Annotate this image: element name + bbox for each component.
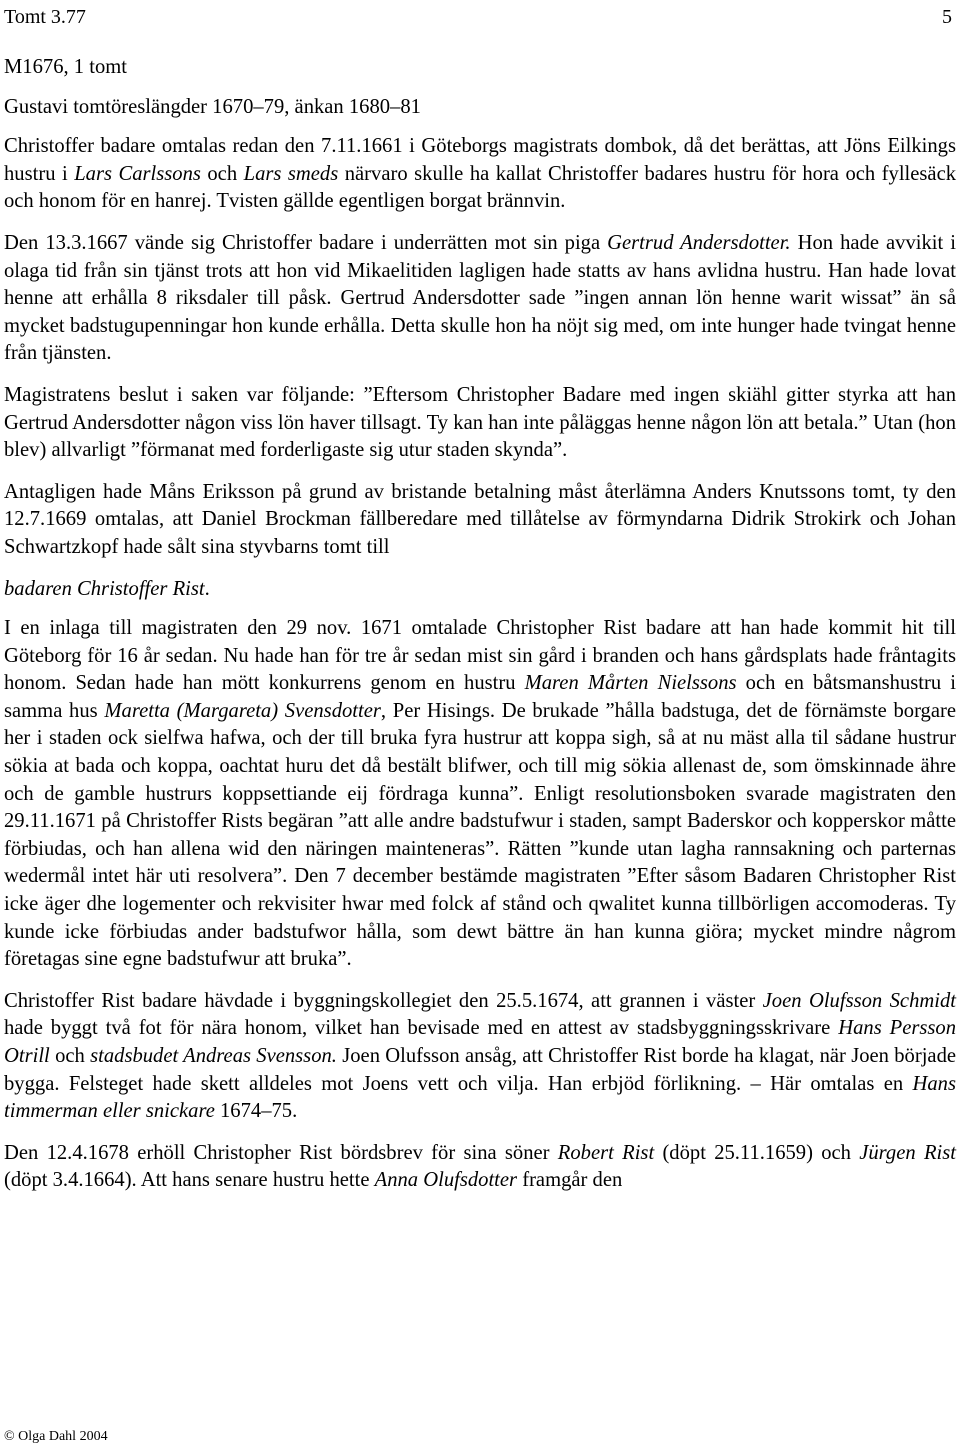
text-run: Christoffer badare omtalas redan den 7.11.1661 i Göteborgs magistrats dombok, då det berättas, att Jöns Eilkings hustru i (4, 135, 956, 185)
text-run: Den 12.4.1678 erhöll Christopher Rist bördsbrev för sina söner (4, 1141, 558, 1164)
italic-name-text: Maretta (Margareta) Svensdotter (104, 699, 381, 722)
italic-name-text: badaren Christoffer Rist (4, 577, 205, 600)
italic-name-text: Maren Mårten Nielssons (524, 672, 737, 695)
text-run: och (200, 162, 244, 185)
paragraph-inlaga-1671 (4, 615, 956, 974)
paragraph-tomt-1669 (4, 479, 956, 562)
text-run: Gustavi tomtöreslängder 1670–79, änkan 1680–81 (4, 95, 421, 118)
text-run: Magistratens beslut i saken var följande: ”Eftersom Christopher Badare med ingen skiähl gitter styrka att han Gertrud Andersdotter någon viss lön haver tillsagt. Ty kan han inte påläggas henne någon lön att betala.” Utan (hon blev) allvarligt ”förmanat med forderligaste sig utur staden skynda”. (4, 383, 956, 462)
paragraph-underratten-1667 (4, 230, 956, 368)
page-title: Tomt 3.77 (4, 6, 86, 28)
text-run: Den 13.3.1667 vände sig Christoffer badare i underrätten mot sin piga (4, 231, 608, 254)
italic-name-text: Lars smeds (243, 162, 339, 185)
text-run: , Per Hisings. De brukade ”hålla badstuga, det de förnämste borgare her i staden ock sielfwa hafwa, och der till bruka fyra hustrur att koppa sigh, så at nu mäst alla til sådane hustrur sökia at bada och koppa, oachtat huru det då bestält blifwer, och till mig sökia allenast de, som ömskinnade ähre och de gamble hustrurs koppsettiande eij fördraga kunna”. Enligt resolutionsboken svarade magistraten den 29.11.1671 på Christoffer Rists begäran ”att alle andre badstufwur i staden, sampt Baderskor och kopperskor måtte förbiudas, och han allena wid den näringen mainteneras”. Rätten ”kunde utan lagha rannsakning och parternas wedermål intet här uti resolvera”. Den 7 december bestämde magistraten ”Efter såsom Badaren Christopher Rist icke äger dhe logementer och rekvisiter hwar med folck af stånd och qwalitet kunna tillbörligen accomoderas. Ty kunde icke förbiudas ander badstufwor hålla, som dewt bättre än han kunna giöra; mycket mindre någrom företagas sine egne badstufwur att bruka”. (4, 699, 956, 971)
italic-name-text: stadsbudet Andreas Svensson. (90, 1045, 337, 1067)
paragraph-property-id (4, 54, 956, 82)
text-run: M1676, 1 tomt (4, 56, 127, 78)
document-body (4, 54, 956, 1209)
paragraph-dombok-1661 (4, 133, 956, 216)
italic-name-text: Lars Carlssons (74, 162, 201, 185)
page-number: 5 (942, 6, 952, 28)
text-run: I en inlaga till magistraten den 29 nov. 1671 omtalade Christopher Rist badare att han hade kommit hit till Göteborg för 16 år sedan. Nu hade han för tre år sedan mist sin gård i branden och hans gårdsplats hade fråntagits honom. Sedan hade han mött konkurrens genom en hustru (4, 617, 956, 695)
paragraph-byggningskollegiet-1674 (4, 988, 956, 1126)
italic-name-text: Gertrud Andersdotter. (607, 231, 791, 254)
text-run: (döpt 25.11.1659) och (654, 1141, 860, 1164)
italic-name-text: Joen Olufsson Schmidt (762, 989, 956, 1012)
text-run: 1674–75. (214, 1100, 298, 1123)
italic-name-text: Jürgen Rist (859, 1141, 956, 1164)
paragraph-magistrate-decision (4, 382, 956, 465)
page-footer (4, 1428, 108, 1446)
text-run: Joen Olufsson ansåg, att Christoffer Rist borde ha klagat, när Joen började bygga. Felsteget hade skett alldeles mot Joens vett och vilja. Han erbjöd förlikning. – Här omtalas en (4, 1045, 957, 1095)
text-run: Hon hade avvikit i olaga tid från sin tjänst trots att hon vid Mikaelitiden lagligen hade statts av hans avlidna hustru. Han hade lovat henne att erhålla 8 riksdaler till påsk. Gertrud Andersdotter sade ”ingen annan lön henne warit wissat” än så mycket badstugupenningar hon kunde erhålla. Detta skulle hon ha nöjt sig med, om inte hunger hade tvingat henne från tjänsten. (4, 231, 956, 365)
text-run: (döpt 3.4.1664). Att hans senare hustru hette (4, 1169, 375, 1192)
text-run: hade byggt två fot för nära honom, vilket han bevisade med en attest av stadsbyggningsskrivare (4, 1017, 839, 1040)
text-run: framgår den (517, 1169, 623, 1192)
italic-name-text: Hans timmerman eller snickare (4, 1072, 956, 1123)
paragraph-tax-records (4, 94, 956, 122)
text-run: och en båtsmanshustru i samma hus (4, 672, 956, 722)
italic-name-text: Hans Persson Otrill (4, 1017, 956, 1067)
text-run: Antagligen hade Måns Eriksson på grund av bristande betalning måst återlämna Anders Knutssons tomt, ty den 12.7.1669 omtalas, att Daniel Brockman fällberedare med tillåtelse av förmyndarna Didrik Strokirk och Johan Schwartzkopf hade sålt sina styvbarns tomt till (4, 480, 956, 558)
paragraph-bordsbrev-1678 (4, 1140, 956, 1195)
italic-name-text: Robert Rist (557, 1141, 655, 1164)
text-run: . (204, 577, 210, 600)
text-run: och (49, 1045, 91, 1067)
italic-name-text: Anna Olufsdotter (374, 1169, 518, 1192)
text-run: närvaro skulle ha kallat Christoffer badares hustru för hora och fyllesäck och honom för en hanrej. Tvisten gällde egentligen borgat brännvin. (4, 162, 957, 213)
copyright-notice: © Olga Dahl 2004 (4, 1429, 108, 1444)
text-run: Christoffer Rist badare hävdade i byggningskollegiet den 25.5.1674, att grannen i väster (4, 989, 763, 1012)
page-header (4, 2, 956, 32)
paragraph-badaren (4, 576, 956, 604)
